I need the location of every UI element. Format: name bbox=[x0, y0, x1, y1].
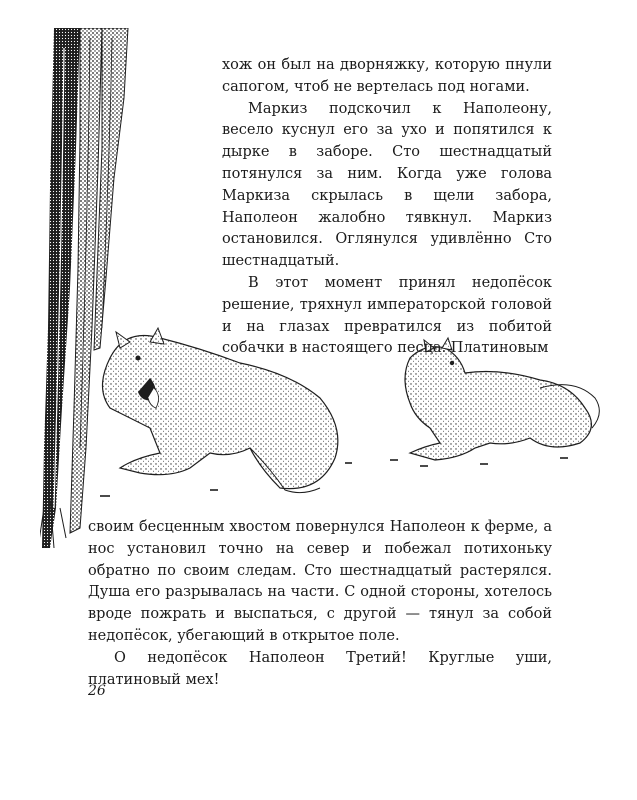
paragraph: В этот момент принял недопёсок решение, тряхнул императорской головой и на глазах превратился из побитой собачки в настоящего песца. Платиновым bbox=[222, 274, 552, 357]
paragraph: своим бесценным хвостом повернулся Наполеон к ферме, а нос установил точно на север и побежал потихоньку обратно по своим следам. Сто шестнадцатый растерялся. Душа его разрывалась на части. С одной стороны, хотелось вроде пожрать и выспаться, с другой — тянул за собой недопёсок, убегающий в открытое поле. bbox=[88, 519, 552, 644]
paragraph: Маркиз подскочил к Наполеону, весело куснул его за ухо и попятился к дырке в заборе. Сто шестнадцатый потянулся за ним. Когда уже голова Маркиза скрылась в щели забора, Наполеон жалобно тявкнул. Маркиз остановился. Оглянулся удивлённо Сто шестнадцатый. bbox=[222, 100, 552, 270]
page-number: 26 bbox=[88, 683, 106, 699]
paragraph: хож он был на дворняжку, которую пнули сапогом, чтоб не вертелась под ногами. bbox=[222, 57, 552, 95]
upper-text-column bbox=[222, 55, 552, 360]
paragraph: О недопёсок Наполеон Третий! Круглые уши, платиновый мех! bbox=[88, 649, 552, 688]
lower-text-column bbox=[88, 517, 552, 691]
